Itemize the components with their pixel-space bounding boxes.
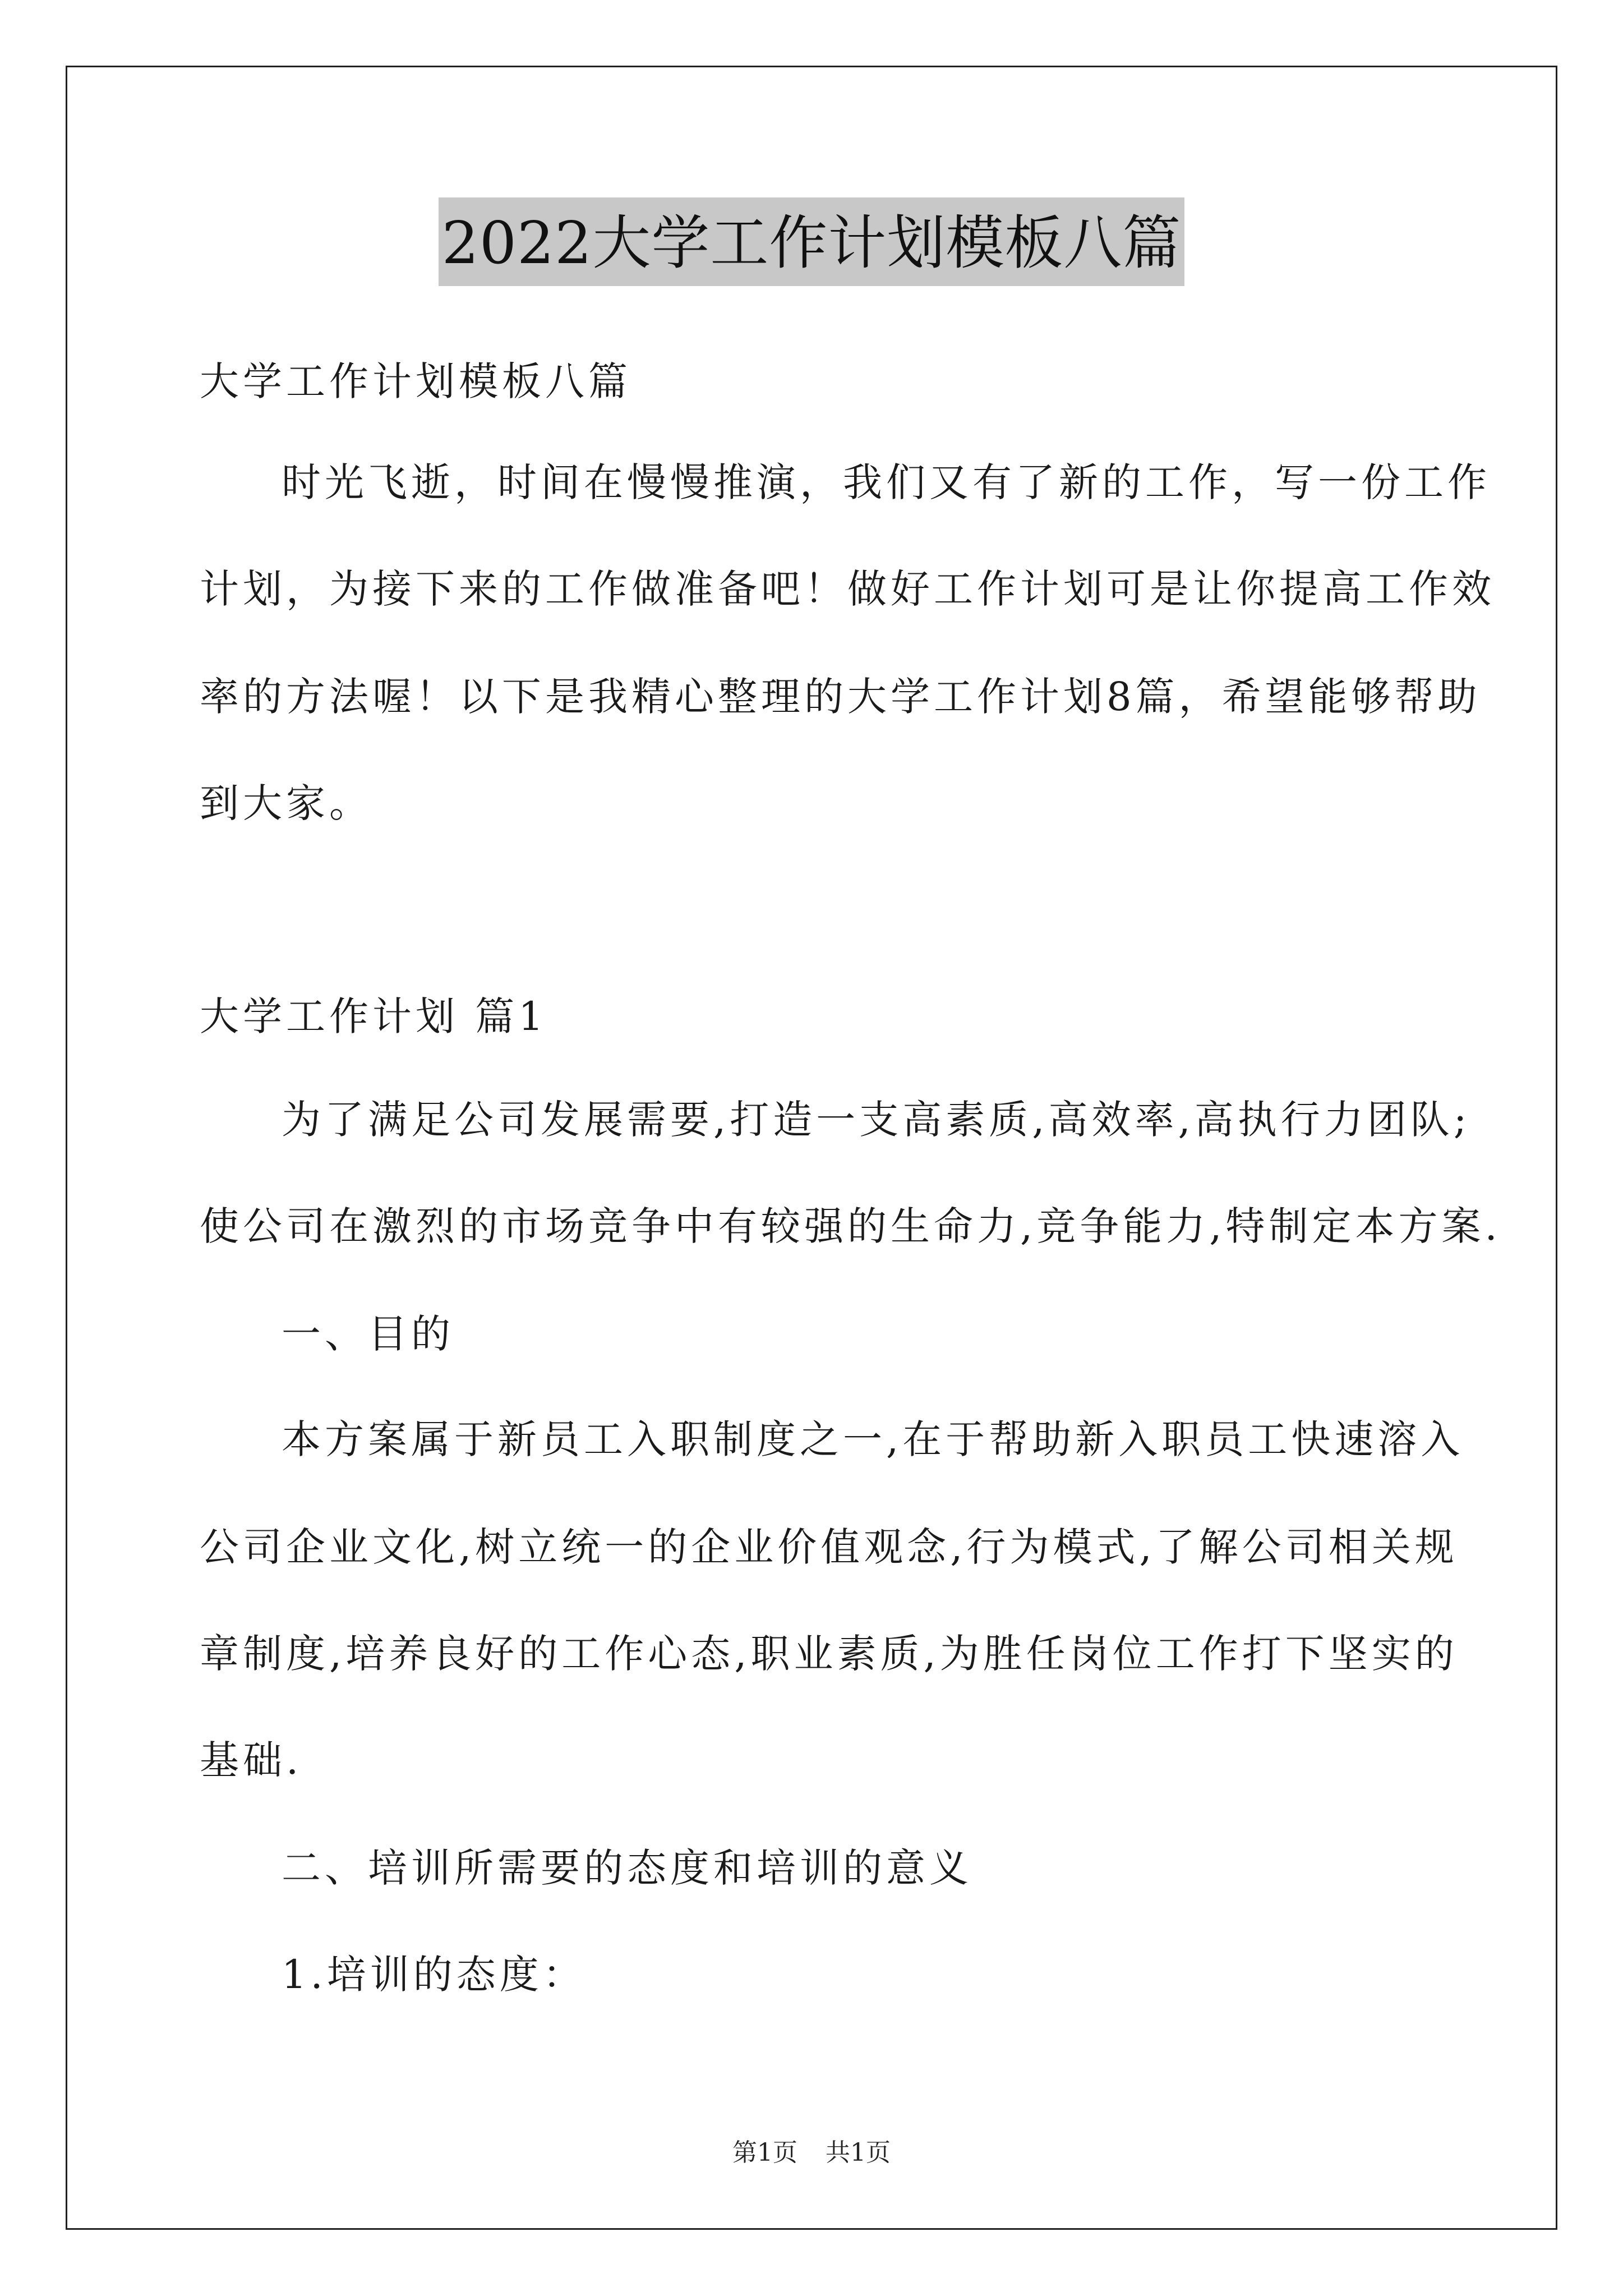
subsection-heading: 一、目的 xyxy=(282,1311,454,1357)
intro-paragraph-line: 计划，为接下来的工作做准备吧！做好工作计划可是让你提高工作效 xyxy=(200,566,1495,612)
body-paragraph-line: 为了满足公司发展需要,打造一支高素质,高效率,高执行力团队; xyxy=(282,1097,1471,1143)
title-container xyxy=(0,197,1623,286)
intro-paragraph-line: 时光飞逝，时间在慢慢推演，我们又有了新的工作，写一份工作 xyxy=(282,459,1491,505)
page-number-total: 共1页 xyxy=(826,2138,891,2167)
page-number-current: 第1页 xyxy=(732,2138,797,2167)
body-paragraph-line: 公司企业文化,树立统一的企业价值观念,行为模式,了解公司相关规 xyxy=(200,1524,1458,1570)
list-item-heading: 1.培训的态度： xyxy=(282,1952,586,1998)
intro-paragraph-line: 率的方法喔！以下是我精心整理的大学工作计划8篇，希望能够帮助 xyxy=(200,674,1481,720)
body-paragraph-line: 使公司在激烈的市场竞争中有较强的生命力,竞争能力,特制定本方案. xyxy=(200,1203,1501,1249)
doc-subtitle: 大学工作计划模板八篇 xyxy=(200,358,631,404)
page-footer xyxy=(0,2136,1623,2170)
section-heading: 大学工作计划 篇1 xyxy=(200,993,547,1039)
subsection-heading: 二、培训所需要的态度和培训的意义 xyxy=(282,1845,972,1891)
intro-paragraph-line: 到大家。 xyxy=(200,780,372,826)
document-title: 2022大学工作计划模板八篇 xyxy=(439,197,1185,286)
body-paragraph-line: 本方案属于新员工入职制度之一,在于帮助新入职员工快速溶入 xyxy=(282,1416,1464,1462)
body-paragraph-line: 基础. xyxy=(200,1737,303,1783)
body-paragraph-line: 章制度,培养良好的工作心态,职业素质,为胜任岗位工作打下坚实的 xyxy=(200,1631,1458,1677)
